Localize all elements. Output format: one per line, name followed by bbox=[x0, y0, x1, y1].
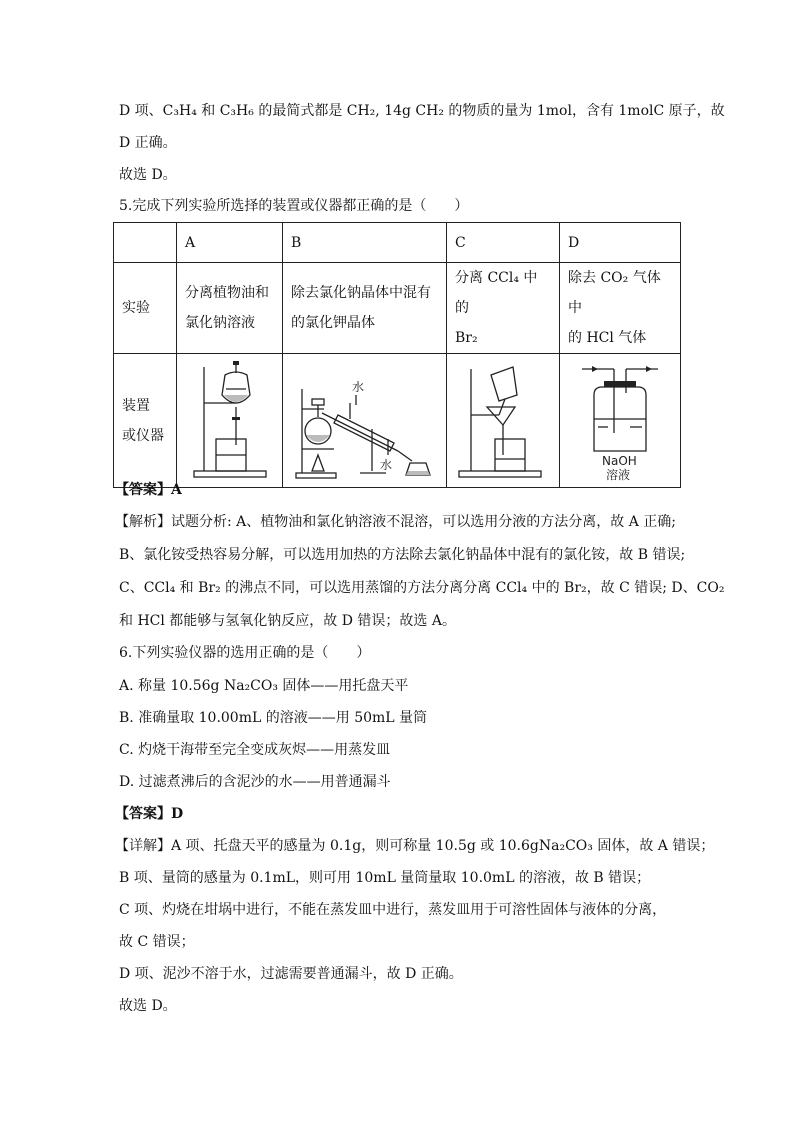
header-cell: B bbox=[283, 223, 447, 263]
solution-label: 溶液 bbox=[606, 467, 631, 482]
exp-cell-d: 除去 CO₂ 气体中 的 HCl 气体 bbox=[560, 263, 681, 354]
table-row bbox=[114, 223, 681, 263]
q6-title: 6.下列实验仪器的选用正确的是（ ） bbox=[119, 645, 371, 661]
q5-analysis-line-3: C、CCl₄ 和 Br₂ 的沸点不同，可以选用蒸馏的方法分离分离 CCl₄ 中的 Br₂，故 C 错误; D、CO₂ bbox=[119, 580, 725, 596]
q6-option-d: D. 过滤煮沸后的含泥沙的水——用普通漏斗 bbox=[119, 774, 391, 790]
header-cell: A bbox=[177, 223, 283, 263]
q6-detail-line-1: 【详解】A 项、托盘天平的感量为 0.1g，则可称量 10.5g 或 10.6gNa₂CO₃ 固体，故 A 错误； bbox=[115, 838, 715, 854]
exp-cell-a: 分离植物油和 氯化钠溶液 bbox=[177, 263, 283, 354]
header-cell: D bbox=[560, 223, 681, 263]
q6-option-b: B. 准确量取 10.00mL 的溶液——用 50mL 量筒 bbox=[119, 710, 428, 726]
q6-detail-line-4: 故 C 错误； bbox=[119, 934, 195, 950]
header-cell: C bbox=[447, 223, 560, 263]
intro-line-1: D 项、C₃H₄ 和 C₃H₆ 的最简式都是 CH₂, 14g CH₂ 的物质的量为 1mol，含有 1molC 原子，故 bbox=[119, 103, 725, 119]
q6-detail-line-6: 故选 D。 bbox=[119, 998, 177, 1014]
device-cell-c bbox=[447, 354, 560, 488]
table-row bbox=[114, 263, 681, 354]
row-label-device: 装置 或仪器 bbox=[114, 354, 177, 488]
q6-answer: 【答案】D bbox=[115, 806, 184, 822]
q5-analysis-line-1: 【解析】试题分析: A、植物油和氯化钠溶液不混溶，可以选用分液的方法分离，故 A 正确; bbox=[115, 514, 677, 530]
exp-cell-b: 除去氯化钠晶体中混有 的氯化钾晶体 bbox=[283, 263, 447, 354]
device-cell-d bbox=[560, 354, 681, 488]
water-inlet-label: 水 bbox=[351, 379, 364, 394]
q6-detail-line-3: C 项、灼烧在坩埚中进行，不能在蒸发皿中进行，蒸发皿用于可溶性固体与液体的分离， bbox=[119, 902, 667, 918]
gas-washing-bottle-icon bbox=[568, 359, 672, 483]
device-cell-a bbox=[177, 354, 283, 488]
device-cell-b bbox=[283, 354, 447, 488]
exp-cell-c: 分离 CCl₄ 中的 Br₂ bbox=[447, 263, 560, 354]
q5-table bbox=[113, 222, 681, 488]
header-cell bbox=[114, 223, 177, 263]
distillation-apparatus-icon bbox=[290, 359, 440, 483]
q5-answer: 【答案】A bbox=[115, 482, 182, 498]
q6-option-c: C. 灼烧干海带至完全变成灰烬——用蒸发皿 bbox=[119, 742, 391, 758]
q6-option-a: A. 称量 10.56g Na₂CO₃ 固体——用托盘天平 bbox=[119, 678, 409, 694]
intro-line-3: 故选 D。 bbox=[119, 167, 177, 183]
intro-line-2: D 正确。 bbox=[119, 135, 177, 151]
q5-analysis-line-2: B、氯化铵受热容易分解，可以选用加热的方法除去氯化钠晶体中混有的氯化铵，故 B 错误; bbox=[119, 547, 686, 563]
table-row bbox=[114, 354, 681, 488]
filtration-apparatus-icon bbox=[451, 359, 555, 483]
q5-analysis-line-4: 和 HCl 都能够与氢氧化钠反应，故 D 错误；故选 A。 bbox=[119, 613, 456, 629]
separatory-funnel-icon bbox=[180, 359, 280, 483]
q6-detail-line-2: B 项、量筒的感量为 0.1mL，则可用 10mL 量筒量取 10.0mL 的溶液，故 B 错误； bbox=[119, 870, 651, 886]
naoh-label: NaOH bbox=[602, 453, 637, 468]
water-outlet-label: 水 bbox=[379, 457, 392, 472]
q6-detail-line-5: D 项、泥沙不溶于水，过滤需要普通漏斗，故 D 正确。 bbox=[119, 966, 463, 982]
q5-title: 5.完成下列实验所选择的装置或仪器都正确的是（ ） bbox=[119, 198, 469, 214]
row-label-experiment: 实验 bbox=[114, 263, 177, 354]
